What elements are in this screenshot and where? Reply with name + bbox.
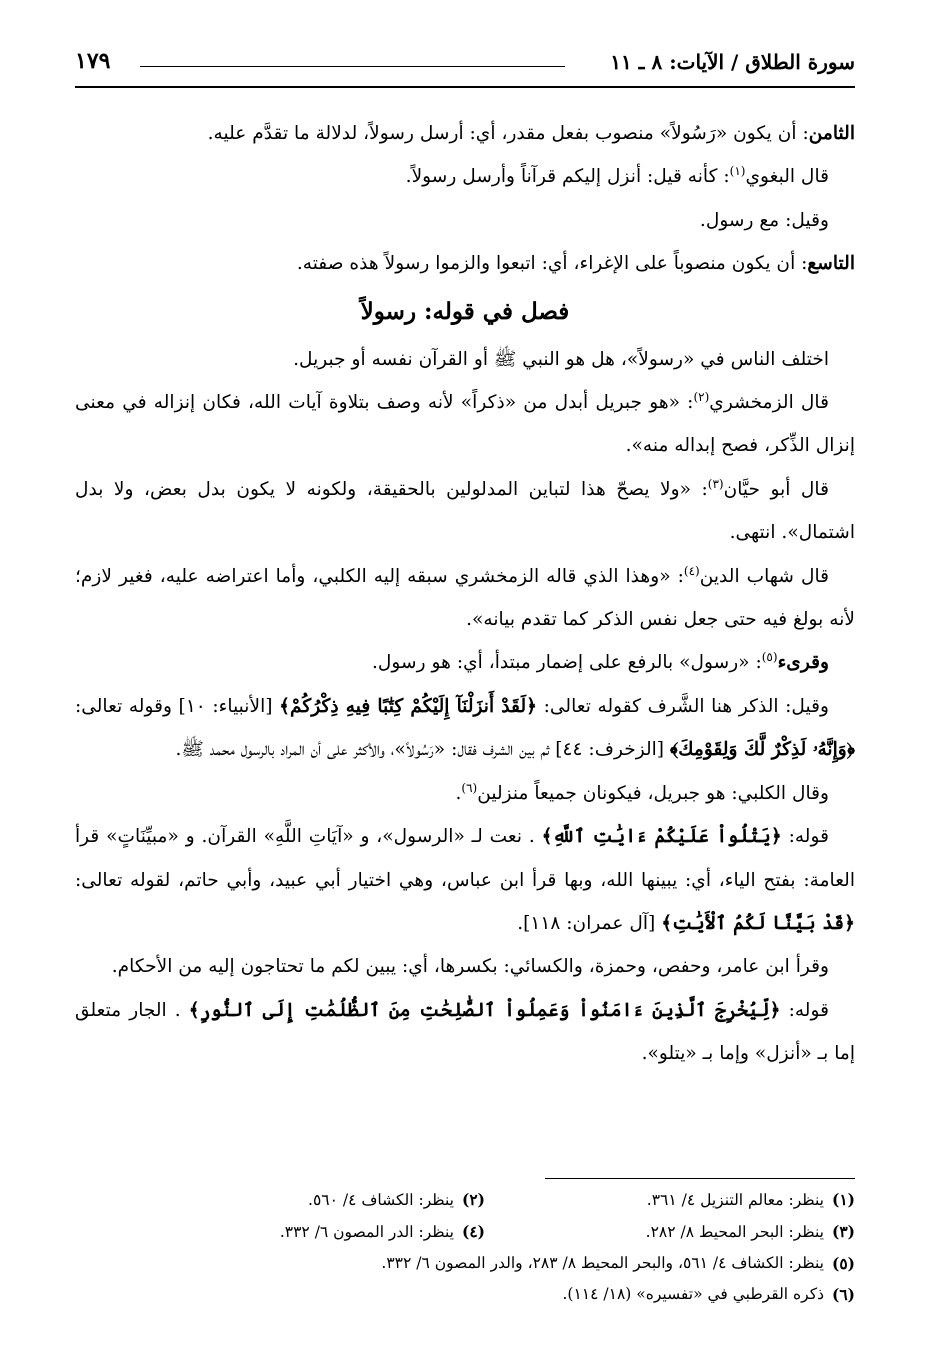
footnote-number: (٤) <box>461 1222 485 1241</box>
paragraph-disagreement <box>75 338 855 381</box>
footnote-ref-5: (٥) <box>761 650 778 665</box>
page-number: ١٧٩ <box>75 48 111 74</box>
text-kalbi-end: . <box>455 782 462 804</box>
text-baghawi: قال البغوي <box>745 166 829 188</box>
footnote-number: (٣) <box>831 1222 855 1241</box>
paragraph-shihab <box>75 555 855 642</box>
label-ninth: التاسع <box>807 253 855 275</box>
paragraph-eighth <box>75 112 855 155</box>
footnote-3 <box>485 1216 855 1248</box>
text-baghawi-quote: : كأنه قيل: أنزل إليكم قرآناً وأرسل رسولاً. <box>405 166 730 188</box>
section-heading: فصل في قوله: رسولاً <box>360 297 570 325</box>
quran-verse-al-imran: ﴿قَدْ بَيَّنَّا لَكُمُ ٱلْأَيَٰتِ﴾ <box>661 912 855 934</box>
paragraph-abu-hayyan <box>75 468 855 555</box>
text-abu-hayyan-quote: : «ولا يصحّ هذا لتباين المدلولين بالحقيقة، ولكونه لا يكون بدل بعض، ولا بدل اشتمال». انتهى. <box>75 478 855 544</box>
text-qiraa: : «رسول» بالرفع على إضمار مبتدأ، أي: هو رسول. <box>372 652 762 674</box>
footnote-1 <box>485 1184 855 1216</box>
paragraph-ibn-amir <box>75 945 855 988</box>
text-kalbi: وقال الكلبي: هو جبريل، فيكونان جميعاً منزلين <box>477 782 829 804</box>
text-yatlu-b: . نعت لـ «الرسول»، و «آيَاتِ اللَّهِ» القرآن. و «مبيِّنَاتٍ» قرأ العامة: بفتح الياء، أي: يبينها الله، وبها قرأ ابن عباس، وهي اختيار أبي عبيد، وأبي حاتم، لقوله تعالى: <box>75 826 855 891</box>
text-eighth: : أن يكون «رَسُولاً» منصوب بفعل مقدر، أي: أرسل رسولاً، لدلالة ما تقدَّم عليه. <box>207 123 809 144</box>
paragraph-zamakhshari <box>75 381 855 468</box>
chapter-title: سورة الطلاق / الآيات: ٨ ـ ١١ <box>610 50 855 74</box>
quran-verse-zukhruf: ﴿وَإِنَّهُۥ لَذِكْرٌ لَّكَ وَلِقَوْمِكَ﴾ <box>670 739 855 761</box>
footnote-number: (٦) <box>831 1285 855 1304</box>
footnote-number: (٢) <box>461 1190 485 1209</box>
text-zamakhshari: قال الزمخشري <box>709 392 829 414</box>
main-text <box>75 112 855 1076</box>
footnote-text: ينظر: معالم التنزيل ٤/ ٣٦١. <box>646 1191 824 1209</box>
footnote-row <box>75 1216 855 1248</box>
paragraph-kalbi <box>75 772 855 815</box>
text-zamakhshari-quote: : «هو جبريل أبدل من «ذكراً» لأنه وصف بتلاوة آيات الله، فكان إنزاله في معنى إنزال الذِّكر، فصح إبداله منه». <box>75 392 855 457</box>
footnote-ref-6: (٦) <box>461 780 478 795</box>
text-sharaf-b: [الأنبياء: ١٠] وقوله تعالى: <box>75 695 273 717</box>
label-eighth: الثامن <box>808 123 855 144</box>
text-shihab-quote: : «وهذا الذي قاله الزمخشري سبقه إليه الكلبي، وأما اعتراضه عليه، فغير لازم؛ لأنه بولغ فيه حتى جعل نفس الذكر كما تقدم بيانه». <box>75 565 855 631</box>
paragraph-with-rasul <box>75 199 855 242</box>
paragraph-yatlu <box>75 815 855 945</box>
footnote-ref-4: (٤) <box>683 563 700 578</box>
footnote-text: ينظر: الدر المصون ٦/ ٣٣٢. <box>279 1223 454 1241</box>
text-yatlu-c: [آل عمران: ١١٨]. <box>517 912 656 934</box>
quran-verse-talaq: ﴿لِّيُخْرِجَ ٱلَّذِينَ ءَامَنُواْ وَعَمِلُواْ ٱلصَّٰلِحَٰتِ مِنَ ٱلظُّلُمَٰتِ إِلَى ٱلنُّورِ﴾ <box>188 999 781 1021</box>
footnote-4 <box>115 1216 485 1248</box>
label-qiraa: وقرىء <box>777 652 829 674</box>
footnote-ref-2: (٢) <box>693 389 710 404</box>
text-disagreement: اختلف الناس في «رسولاً»، هل هو النبي ﷺ أو القرآن نفسه أو جبريل. <box>293 348 829 370</box>
text-sharaf-c: [الزخرف: ٤٤] ثم بين الشرف فقال: «رَسُولاً»، والأكثر على أن المراد بالرسول محمد ﷺ. <box>175 739 665 761</box>
text-sharaf-a: وقيل: الذكر هنا الشَّرف كقوله تعالى: <box>543 695 829 717</box>
footnote-6 <box>75 1279 855 1310</box>
footnote-number: (١) <box>831 1190 855 1209</box>
text-liyukhrij-a: قوله: <box>788 999 829 1021</box>
paragraph-baghawi <box>75 155 855 198</box>
text-with-rasul: وقيل: مع رسول. <box>699 209 829 231</box>
footnote-2 <box>115 1184 485 1216</box>
footnote-separator <box>545 1178 855 1179</box>
text-ninth: : أن يكون منصوباً على الإغراء، أي: اتبعوا والزموا رسولاً هذه صفته. <box>296 253 808 275</box>
footnote-text: ذكره القرطبي في «تفسيره» (١٨/ ١١٤). <box>562 1285 824 1303</box>
paragraph-sharaf <box>75 685 855 772</box>
running-header <box>75 46 855 88</box>
text-yatlu-a: قوله: <box>788 826 829 848</box>
footnote-text: ينظر: الكشاف ٤/ ٥٦١، والبحر المحيط ٨/ ٢٨٣، والدر المصون ٦/ ٣٣٢. <box>381 1254 824 1272</box>
header-rule <box>140 66 565 67</box>
paragraph-ninth <box>75 242 855 285</box>
footnotes <box>75 1184 855 1310</box>
footnote-number: (٥) <box>831 1254 855 1273</box>
paragraph-qiraa <box>75 641 855 684</box>
text-liyukhrij-b: . الجار متعلق إما بـ «أنزل» وإما بـ «يتلو». <box>75 999 855 1065</box>
footnote-text: ينظر: الكشاف ٤/ ٥٦٠. <box>308 1191 454 1209</box>
footnote-ref-3: (٣) <box>707 476 724 491</box>
text-abu-hayyan: قال أبو حيَّان <box>723 478 829 500</box>
text-ibn-amir: وقرأ ابن عامر، وحفص، وحمزة، والكسائي: بكسرها، أي: يبين لكم ما تحتاجون إليه من الأحكام. <box>111 956 829 978</box>
footnote-text: ينظر: البحر المحيط ٨/ ٢٨٢. <box>645 1223 824 1241</box>
footnote-ref-1: (١) <box>729 164 746 179</box>
footnote-row <box>75 1184 855 1216</box>
text-shihab: قال شهاب الدين <box>699 565 830 587</box>
quran-verse-anbiya: ﴿لَقَدْ أَنزَلْنَآ إِلَيْكُمْ كِتَٰبًا فِيهِ ذِكْرُكُمْ﴾ <box>279 695 538 717</box>
footnote-5 <box>75 1248 855 1279</box>
paragraph-liyukhrij <box>75 989 855 1076</box>
quran-verse-yatlu: ﴿يَتْلُواْ عَلَيْكُمْ ءَايَٰتِ ٱللَّهِ﴾ <box>541 826 782 848</box>
